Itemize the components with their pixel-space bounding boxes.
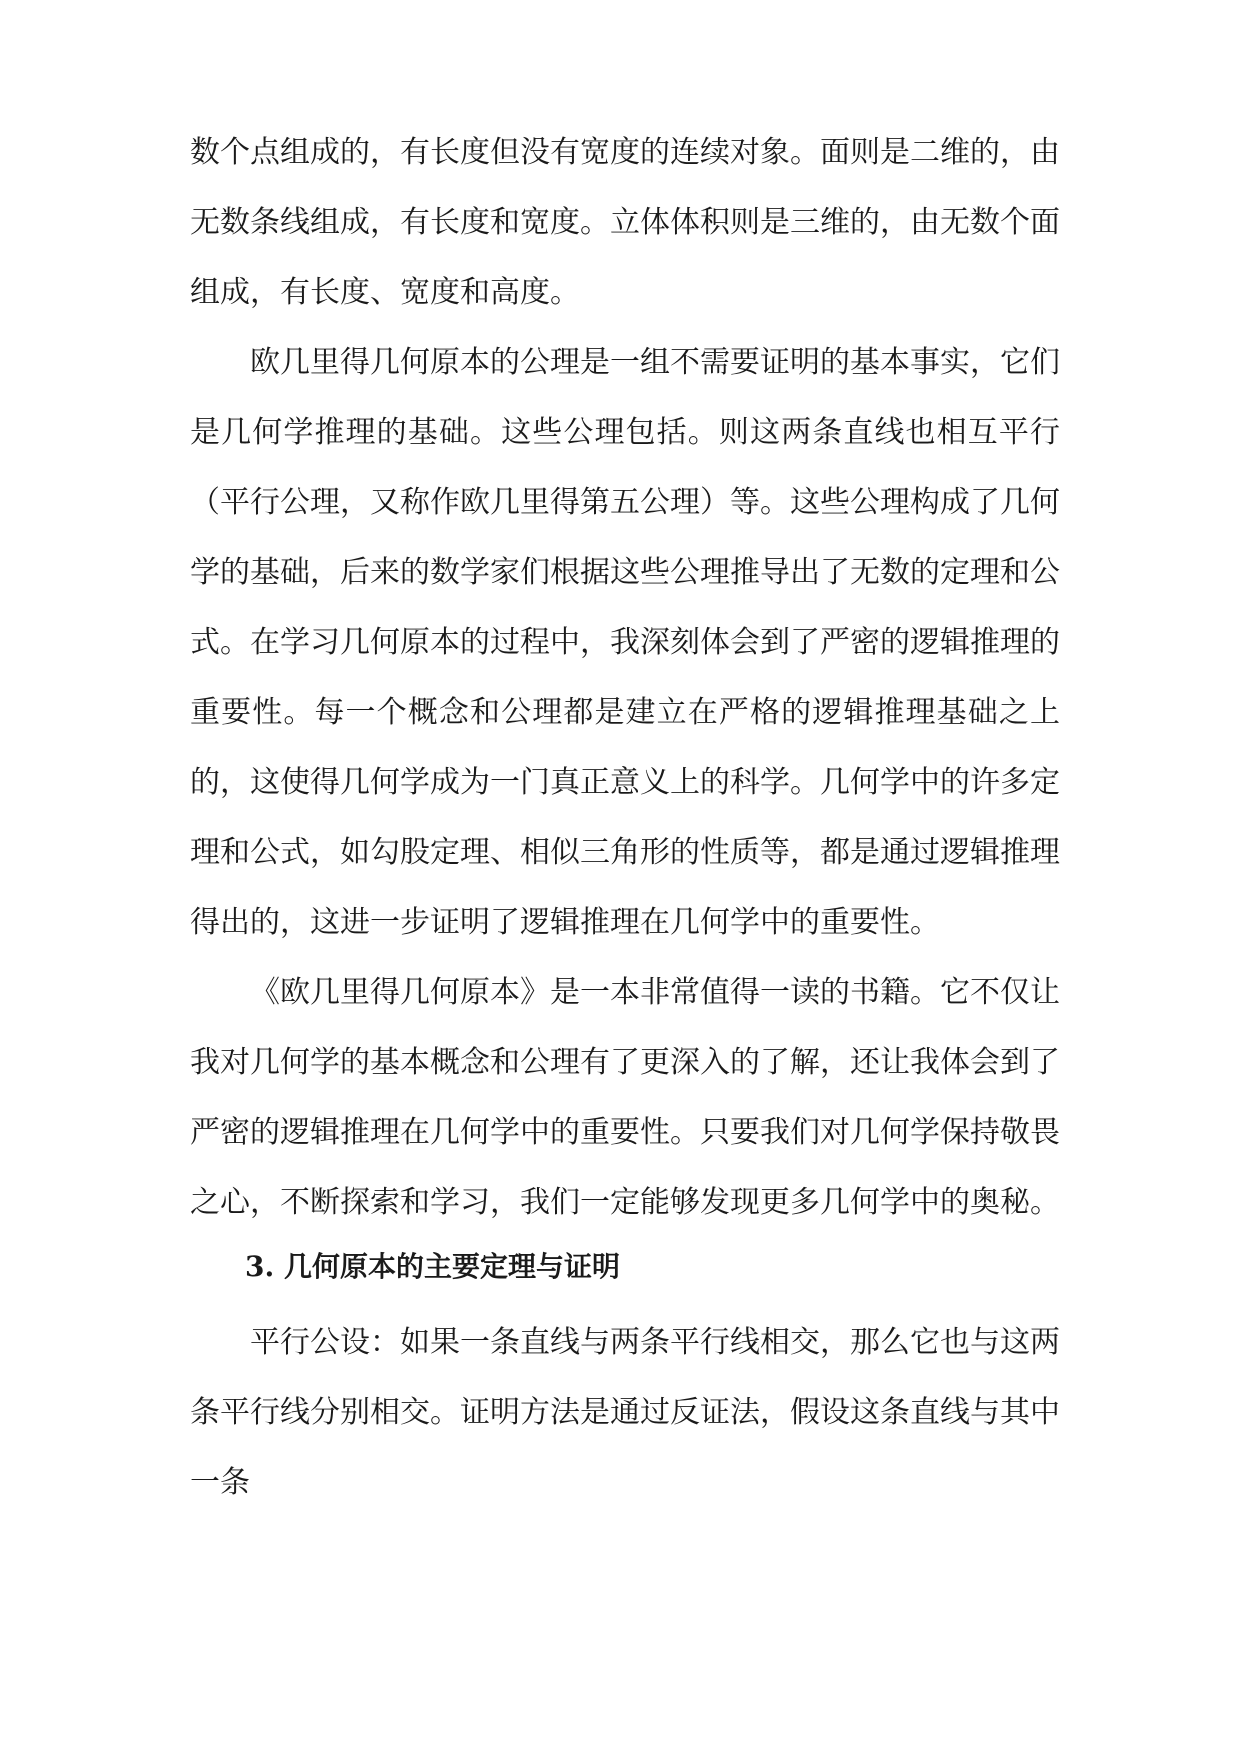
paragraph-dimensions: 数个点组成的，有长度但没有宽度的连续对象。面则是二维的，由无数条线组成，有长度和宽度。立体体积则是三维的，由无数个面组成，有长度、宽度和高度。 [190,135,1060,310]
paragraph-parallel-postulate: 平行公设：如果一条直线与两条平行线相交，那么它也与这两条平行线分别相交。证明方法是通过反证法，假设这条直线与其中一条 [190,1325,1060,1500]
section-heading: 3. 几何原本的主要定理与证明 [245,1250,620,1283]
paragraph-logical-reasoning: 在学习几何原本的过程中，我深刻体会到了严密的逻辑推理的重要性。每一个概念和公理都是建立在严格的逻辑推理基础之上的，这使得几何学成为一门真正意义上的科学。几何学中的许多定理和公式，如勾股定理、相似三角形的性质等，都是通过逻辑推理得出的，这进一步证明了逻辑推理在几何学中的重要性。 [190,625,1060,940]
paragraph-conclusion: 《欧几里得几何原本》是一本非常值得一读的书籍。它不仅让我对几何学的基本概念和公理有了更深入的了解，还让我体会到了严密的逻辑推理在几何学中的重要性。只要我们对几何学保持敬畏之心，不断探索和学习，我们一定能够发现更多几何学中的奥秘。 [190,975,1060,1220]
paragraph-axioms: 欧几里得几何原本的公理是一组不需要证明的基本事实，它们是几何学推理的基础。这些公理包括。则这两条直线也相互平行（平行公理，又称作欧几里得第五公理）等。这些公理构成了几何学的基础，后来的数学家们根据这些公理推导出了无数的定理和公式。 [190,345,1060,660]
